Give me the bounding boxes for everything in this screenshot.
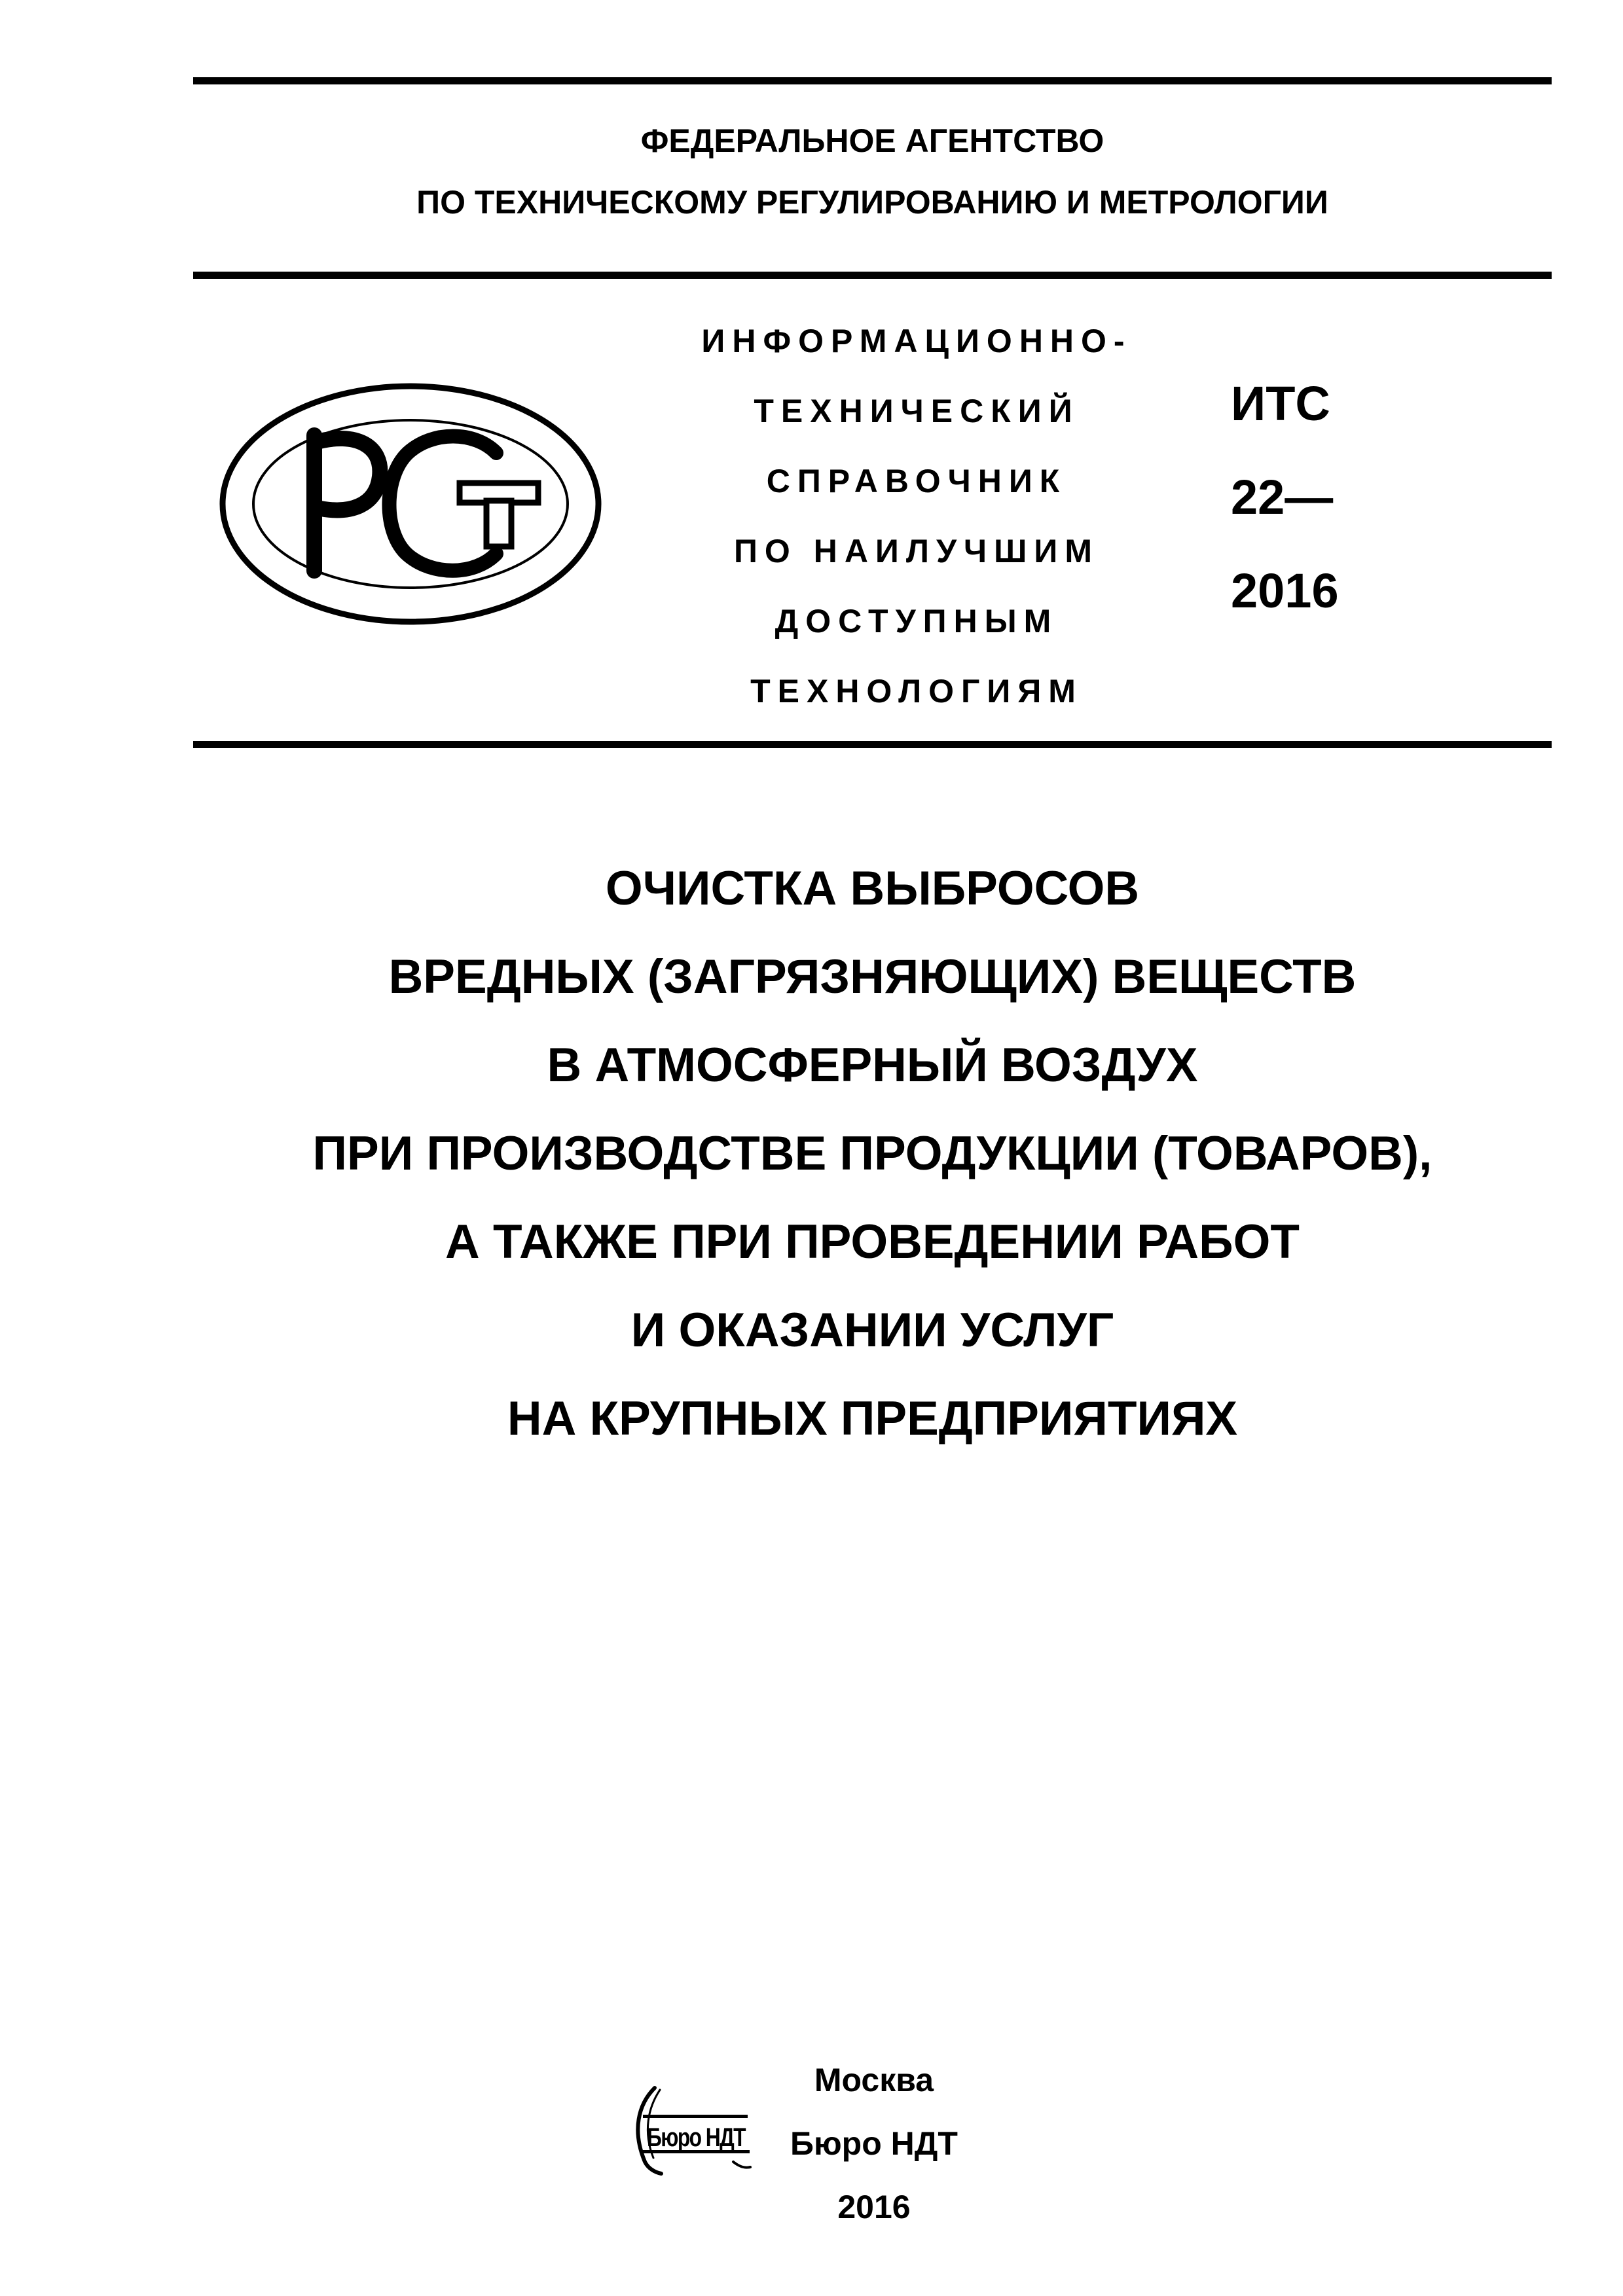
buro-ndt-logo-text: Бюро НДТ	[647, 2123, 746, 2152]
imprint-city: Москва	[814, 2062, 934, 2098]
reference-type-line: ИНФОРМАЦИОННО-	[701, 323, 1132, 359]
rst-certification-logo	[216, 380, 606, 628]
imprint-block	[779, 2049, 969, 2239]
reference-type-line: ТЕХНОЛОГИЯМ	[750, 673, 1083, 709]
title-line: НА КРУПНЫХ ПРЕДПРИЯТИЯХ	[507, 1392, 1238, 1445]
title-line: В АТМОСФЕРНЫЙ ВОЗДУХ	[547, 1039, 1198, 1092]
agency-line-2: ПО ТЕХНИЧЕСКОМУ РЕГУЛИРОВАНИЮ И МЕТРОЛОГИИ	[416, 184, 1328, 221]
title-line: ПРИ ПРОИЗВОДСТВЕ ПРОДУКЦИИ (ТОВАРОВ),	[312, 1127, 1432, 1180]
its-code-block	[1231, 357, 1339, 637]
its-code-prefix: ИТС	[1231, 376, 1330, 431]
buro-ndt-logo	[629, 2085, 756, 2176]
title-line: ВРЕДНЫХ (ЗАГРЯЗНЯЮЩИХ) ВЕЩЕСТВ	[388, 950, 1357, 1003]
title-line: И ОКАЗАНИИ УСЛУГ	[630, 1304, 1114, 1357]
reference-type-line: СПРАВОЧНИК	[766, 463, 1067, 499]
rst-logo-icon	[216, 380, 606, 628]
title-line: ОЧИСТКА ВЫБРОСОВ	[605, 862, 1140, 915]
title-line: А ТАКЖЕ ПРИ ПРОВЕДЕНИИ РАБОТ	[445, 1215, 1300, 1268]
rst-emblem-text: РСТ	[410, 618, 413, 619]
its-code-year: 2016	[1231, 564, 1339, 618]
imprint-year: 2016	[837, 2189, 911, 2225]
imprint-publisher: Бюро НДТ	[790, 2125, 958, 2162]
agency-line-1: ФЕДЕРАЛЬНОЕ АГЕНТСТВО	[640, 122, 1104, 159]
reference-type-line: ТЕХНИЧЕСКИЙ	[754, 393, 1080, 429]
reference-type-line: ПО НАИЛУЧШИМ	[733, 533, 1100, 569]
agency-header	[193, 110, 1552, 233]
header-divider	[193, 272, 1552, 279]
reference-type-block	[674, 306, 1159, 726]
title-divider	[193, 741, 1552, 748]
reference-type-line: ДОСТУПНЫМ	[775, 603, 1059, 639]
top-rule	[193, 77, 1552, 84]
its-code-number: 22—	[1231, 470, 1334, 524]
document-title	[193, 844, 1552, 1463]
buro-ndt-logo-icon	[629, 2085, 756, 2176]
